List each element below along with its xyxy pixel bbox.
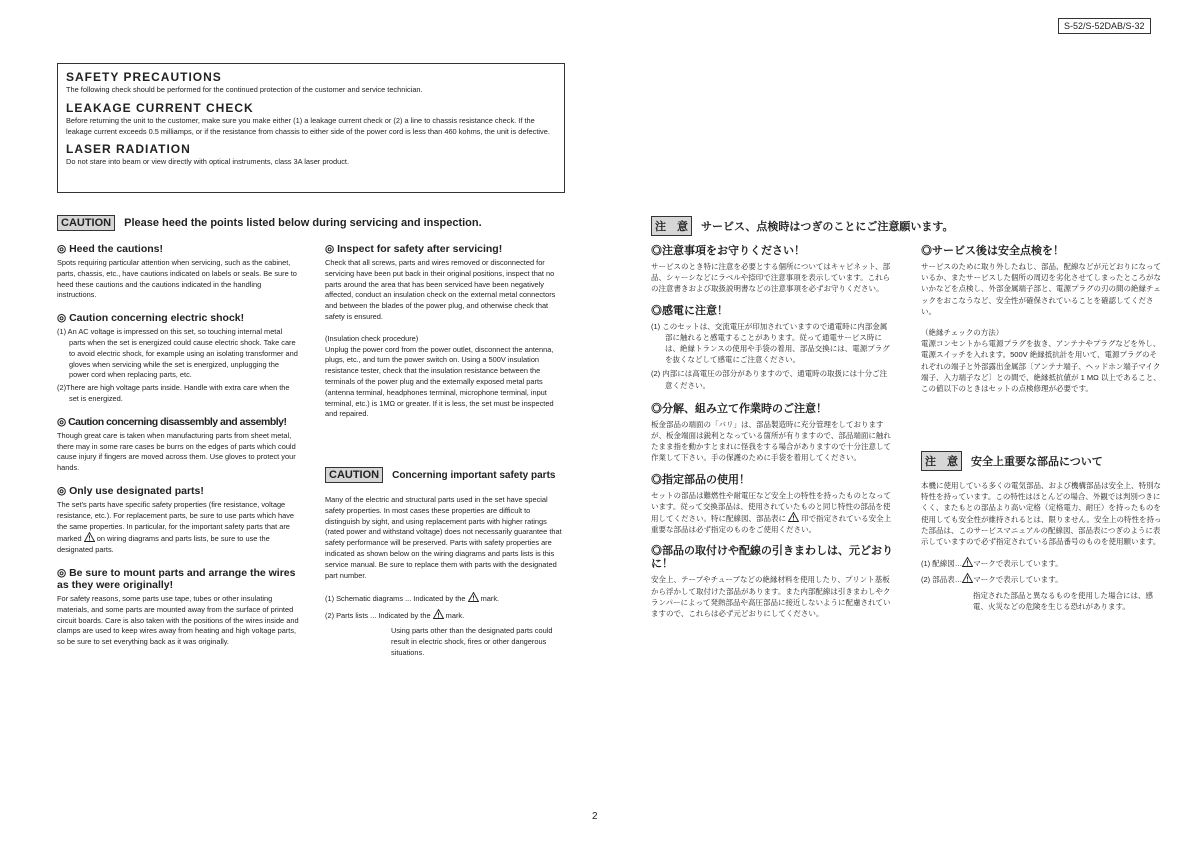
mount-parts-title: ◎ Be sure to mount parts and arrange the wires as they were originally! [57, 566, 296, 591]
safety-parts-note: Using parts other than the designated parts could result in electric shock, fires or other dangerous situations. [391, 625, 553, 657]
mount-parts-text: For safety reasons, some parts use tape, tubes or other insulating materials, and some parts are mounted away from the surface of printed circuit boards. Care is also taken with the positions of the wires inside and clamps are used to keep wires away from heating and high voltage parts, so be sure to set everything back as it was originally. [57, 593, 299, 647]
jp-caution-text: 安全上重要な部品について [971, 456, 1103, 468]
heed-cautions-text: Spots requiring particular attention when servicing, such as the cabinet, parts, chassis, etc., have cautions indicated on labels or seals. Be sure to heed these cautions and the cautions indicated in the handling instructions. [57, 258, 297, 300]
warning-triangle-icon [84, 532, 95, 542]
safety-text: The following check should be performed for the continued protection of the customer and service technician. [66, 85, 423, 94]
model-number: S-52/S-52DAB/S-32 [1058, 18, 1151, 34]
designated-parts-text: The set's parts have specific safety properties (fire resistance, voltage resistance, etc.). For replacement parts, be sure to use parts which have the same properties. In particular, for the important safety parts that are marked on wiring diagrams and parts lists, be sure to use the designated parts. [57, 499, 295, 555]
jp-caution-header-safety-parts [921, 451, 1103, 471]
electric-shock-item-2: (2)There are high voltage parts inside. Handle with extra care when the set is energized. [57, 383, 290, 403]
insulation-procedure-text: Unplug the power cord from the power outlet, disconnect the antenna, plugs, etc., and turn the power switch on. Using a 500V insulation resistance tester, check that the insulation resistance between the terminals of the power plug and the externally exposed metal parts (antenna terminal, headphones terminal, microphone terminal, input terminal, etc.) is 1MΩ or greater. If it is less, the set must be inspected and repaired. [325, 344, 554, 419]
leakage-title: LEAKAGE CURRENT CHECK [66, 100, 254, 115]
jp-disassembly-text: 板金部品の端面の「バリ」は、部品製造時に充分管理をしておりますが、板金端面は鋭利となっている箇所が有りますので、部品端面に触れたまま指を動かすとまれに怪我をする場合がありますので十分注意して作業して下さい。手の保護のために手袋を着用してください。 [651, 419, 891, 463]
insulation-procedure-title: (Insulation check procedure) [325, 333, 419, 343]
jp-insulation-procedure-text: 電源コンセントから電源プラグを抜き、アンテナやプラグなどを外し、電源スイッチを入れます。500V 絶縁抵抗計を用いて、電源プラグのそれぞれの端子と外部露出金属部〔アンテナ端子、ヘッドホン端子マイク端子、入力端子など〕との間で、絶縁抵抗値が 1 MΩ 以上であること、この値以下のときはセットの点検修理が必要です。 [921, 339, 1161, 394]
jp-insulation-procedure-title: （絶縁チェックの方法） [921, 328, 1004, 338]
warning-triangle-icon [962, 573, 973, 583]
schematic-item: (1) Schematic diagrams ... Indicated by the mark. [325, 594, 500, 604]
jp-schematic-item: (1) 配線図… マークで表示しています。 [921, 559, 1063, 569]
jp-inspect-safety-title: ◎サービス後は安全点検を！ [921, 245, 1064, 257]
jp-heed-cautions-text: サービスのとき特に注意を必要とする個所についてはキャビネット、部品、シャーシなどにラベルや捺印で注意事項を表示しています。これらの注意書きおよび取扱説明書などの注意事項を必ずお守りください。 [651, 262, 891, 294]
safety-parts-text: Many of the electric and structural parts used in the set have special safety properties. In most cases these properties are difficult to distinguish by sight, and using replacement parts with higher ratings (rated power and withstand voltage) does not necessarily guarantee that safety performance will be preserved. Parts with safety properties are indicated as shown below on the wiring diagrams and parts lists is this service manual. Be sure to replace them with parts with the designated part number. [325, 495, 562, 580]
jp-safety-parts-note: 指定された部品と異なるものを使用した場合には、感電、火災などの危険を生じる恐れがあります。 [973, 590, 1153, 611]
jp-heed-cautions-title: ◎注意事項をお守りください！ [651, 245, 805, 257]
column-english-right [325, 243, 567, 431]
jp-electric-shock-item-1: (1) このセットは、交流電圧が印加されていますので通電時に内部金属部に触れると感電することがあります。従って通電サービス時には、絶縁トランスの使用や手袋の着用、部品交換には、電源プラグを抜くなどして感電にご注意ください。 [651, 321, 890, 365]
column-japanese-left [651, 245, 893, 629]
jp-mount-parts-text: 安全上、テープやチューブなどの絶縁材料を使用したり、プリント基板から浮かして取付けた部品があります。また内部配線は引きまわしやクランパーによって発熱部品や高圧部品に接近しないように配慮されていますので、これらは必ず元どおりにしてください。 [651, 575, 891, 619]
safety-title: SAFETY PRECAUTIONS [66, 70, 222, 84]
column-japanese-right [921, 245, 1163, 404]
laser-title: LASER RADIATION [66, 142, 191, 157]
page-number: 2 [592, 811, 598, 822]
parts-list-item: (2) Parts lists ... Indicated by the mark. [325, 611, 465, 621]
designated-parts-title: ◎ Only use designated parts! [57, 484, 204, 497]
heed-cautions-title: ◎ Heed the cautions! [57, 243, 164, 255]
caution-tag: CAUTION [325, 467, 383, 483]
caution-header-servicing [57, 215, 482, 231]
jp-electric-shock-title: ◎感電に注意！ [651, 304, 728, 317]
disassembly-title: ◎ Caution concerning disassembly and assembly! [57, 415, 287, 428]
warning-triangle-icon [788, 512, 799, 522]
column-english-right-lower [325, 495, 567, 658]
inspect-safety-title: ◎ Inspect for safety after servicing! [325, 243, 503, 255]
jp-disassembly-title: ◎分解、組み立て作業時のご注意！ [651, 402, 827, 415]
warning-triangle-icon [468, 592, 479, 602]
jp-caution-text: サービス、点検時はつぎのことにご注意願います。 [701, 221, 954, 233]
warning-triangle-icon [962, 557, 973, 567]
laser-text: Do not stare into beam or view directly with optical instruments, class 3A laser product. [66, 157, 350, 167]
electric-shock-item-1: (1) An AC voltage is impressed on this set, so touching internal metal parts when the set is energized could cause electric shock. Take care to avoid electric shock, for example using an isolating transformer and gloves when servicing while the set is energized, unplugging the power cord when replacing parts, etc. [57, 327, 298, 380]
caution-tag: CAUTION [57, 215, 115, 231]
warning-triangle-icon [433, 609, 444, 619]
column-english-left [57, 243, 299, 659]
inspect-safety-text: Check that all screws, parts and wires removed or disconnected for servicing have been put back in their original positions, inspect that no parts around the area that has been serviced have been negatively affected, conduct an insulation check on the external metal connectors and between the blades of the power plug, and otherwise check that safety is ensured. [325, 258, 556, 321]
jp-mount-parts-title: ◎部品の取付けや配線の引きまわしは、元どおりに！ [651, 545, 893, 571]
jp-designated-parts-text: セットの部品は難燃性や耐電圧など安全上の特性を持ったものとなっています。従って交換部品は、使用されていたものと同じ特性の部品を使用してください。特に配線図、部品表に 印で指定されている安全上重要な部品は必ず指定のものをご使用ください。 [651, 490, 892, 535]
jp-caution-header-servicing [651, 216, 953, 236]
jp-electric-shock-item-2: (2) 内部には高電圧の部分がありますので、通電時の取扱には十分ご注意ください。 [651, 369, 888, 390]
jp-safety-parts-text: 本機に使用している多くの電気部品、および機構部品は安全上、特別な特性を持っています。この特性はほとんどの場合、外観では判別つきにくく、またもとの部品より高い定格（定格電力、耐圧）を持ったものを使用しても安全性が維持されるとは、限りません。安全上の特性を持った部品は、このサービスマニュアルの配線図、部品表につぎのように表示していますので必ず指定されている部品番号のものを使用願います。 [921, 481, 1162, 547]
caution-header-safety-parts [325, 467, 555, 483]
caution-text: Please heed the points listed below during servicing and inspection. [124, 217, 482, 229]
jp-parts-list-item: (2) 部品表… マークで表示しています。 [921, 575, 1063, 585]
jp-caution-tag: 注 意 [651, 216, 692, 236]
jp-caution-tag: 注 意 [921, 451, 962, 471]
disassembly-text: Though great care is taken when manufacturing parts from sheet metal, there may in some rare cases be burrs on the edges of parts which could cause injury if fingers are moved across them. Use gloves to protect your hands. [57, 430, 296, 473]
jp-inspect-safety-text: サービスのために取り外したねじ、部品、配線などが元どおりになっているか、またサービスした個所の周辺を劣化させてしまったところがないかなどを点検し、外部金属端子部と、電源プラグの刃の間の絶縁チェックをおこなうなど、安全性が確保されていることを確認してください。 [921, 262, 1161, 316]
electric-shock-title: ◎ Caution concerning electric shock! [57, 312, 245, 325]
column-japanese-right-lower [921, 480, 1163, 612]
jp-designated-parts-title: ◎指定部品の使用！ [651, 473, 750, 486]
caution-text: Concerning important safety parts [392, 469, 556, 481]
safety-precautions-box [57, 63, 565, 193]
leakage-text: Before returning the unit to the customer, make sure you make either (1) a leakage current check or (2) a line to chassis resistance check. If the leakage current exceeds 0.5 milliamps, or if the resistance from chassis to either side of the power cord is less than 460 kohms, the unit is defective. [66, 115, 550, 136]
